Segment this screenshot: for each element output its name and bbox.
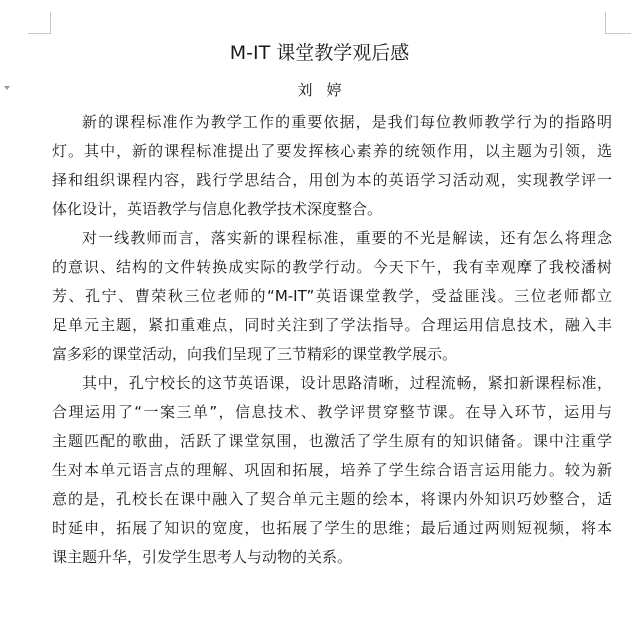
paragraph-1-line-3: 择和组织课程内容，践行学思结合，用创为本的英语学习活动观，实现教学评一 — [52, 171, 612, 189]
paragraph-1-line-1: 新的课程标准作为教学工作的重要依据，是我们每位教师教学行为的指路明 — [82, 113, 612, 131]
crop-mark-top-right-vertical — [605, 12, 606, 34]
paragraph-3-line-6: 时延申，拓展了知识的宽度，也拓展了学生的思维；最后通过两则短视频，将本 — [52, 519, 612, 537]
paragraph-3-line-2: 合理运用了“一案三单”，信息技术、教学评贯穿整节课。在导入环节，运用与 — [52, 403, 612, 421]
paragraph-3-line-4: 生对本单元语言点的理解、巩固和拓展，培养了学生综合语言运用能力。较为新 — [52, 461, 612, 479]
crop-mark-top-right-horizontal — [605, 33, 631, 34]
paragraph-3-line-3: 主题匹配的歌曲，活跃了课堂氛围，也激活了学生原有的知识储备。课中注重学 — [52, 432, 612, 450]
paragraph-3-line-1: 其中，孔宁校长的这节英语课，设计思路清晰，过程流畅，紧扣新课程标准， — [82, 374, 612, 392]
paragraph-2-line-4: 足单元主题，紧扣重难点，同时关注到了学法指导。合理运用信息技术，融入丰 — [52, 316, 612, 334]
document-body — [52, 108, 612, 572]
crop-mark-top-left-vertical — [50, 12, 51, 34]
paragraph-2-line-3: 芳、孔宁、曹荣秋三位老师的“M-IT”英语课堂教学，受益匪浅。三位老师都立 — [52, 287, 612, 305]
paragraph-3-line-7: 课主题升华，引发学生思考人与动物的关系。 — [52, 548, 353, 566]
paragraph-3-line-5: 意的是，孔校长在课中融入了契合单元主题的绘本，将课内外知识巧妙整合，适 — [52, 490, 612, 508]
paragraph-2-line-5: 富多彩的课堂活动，向我们呈现了三节精彩的课堂教学展示。 — [52, 345, 458, 363]
paragraph-2-line-2: 的意识、结构的文件转换成实际的教学行动。今天下午，我有幸观摩了我校潘树 — [52, 258, 612, 276]
document-title: M-IT 课堂教学观后感 — [229, 42, 410, 64]
paragraph-2-line-1: 对一线教师而言，落实新的课程标准，重要的不光是解读，还有怎么将理念 — [82, 229, 612, 247]
crop-mark-top-left-horizontal — [28, 33, 51, 34]
document-author: 刘婷 — [297, 81, 356, 99]
paragraph-1-line-4: 体化设计，英语教学与信息化教学技术深度整合。 — [52, 200, 383, 218]
paragraph-1-line-2: 灯。其中，新的课程标准提出了要发挥核心素养的统领作用，以主题为引领，选 — [52, 142, 612, 160]
